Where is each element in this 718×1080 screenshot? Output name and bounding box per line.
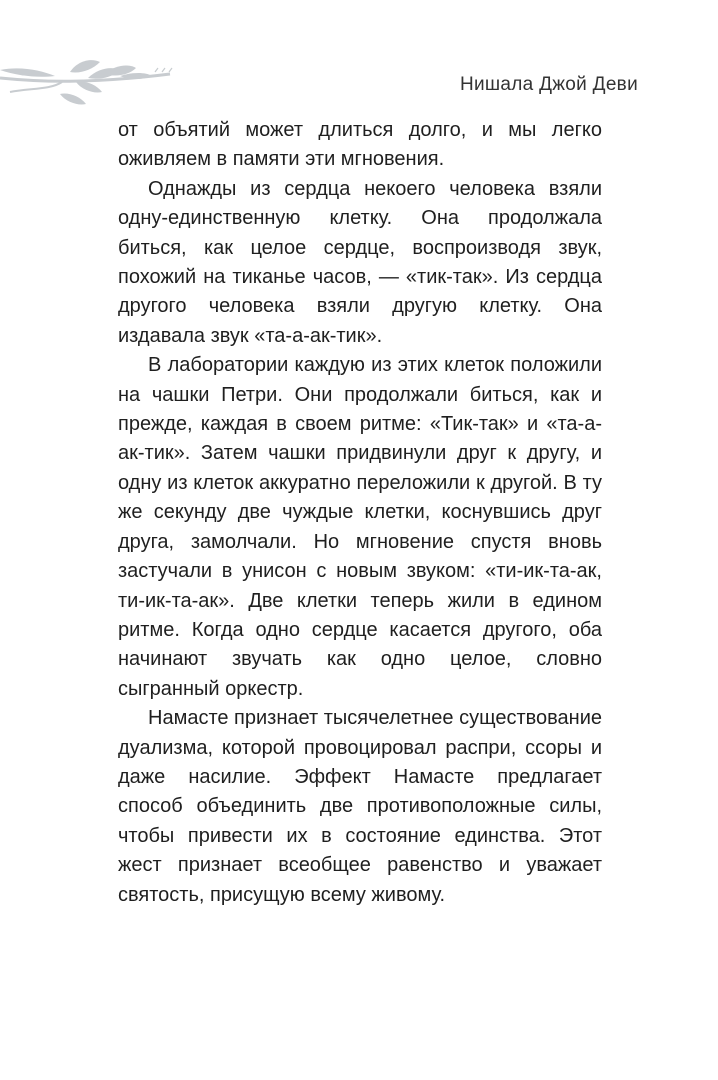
paragraph-continued: от объятий может длиться долго, и мы легко оживляем в памяти эти мгновения. [118, 119, 602, 171]
page-header [0, 52, 718, 112]
paragraph: Намасте признает тысячелетнее существование дуализма, которой провоцировал распри, ссоры и даже насилие. Эффект Намасте предлагает способ объединить две противоположные силы, чтобы привести их в состояние единства. Этот жест признает всеобщее равенство и уважает святость, присущую всему живому. [118, 707, 602, 906]
running-head-title: Нишала Джой Деви [459, 74, 638, 95]
paragraph: Однажды из сердца некоего человека взяли одну-единственную клетку. Она продолжала биться, как целое сердце, воспроизводя звук, похожий на тиканье часов, — «тик-так». Из сердца другого человека взяли другую клетку. Она издавала звук «та-а-ак-тик». [118, 177, 602, 347]
page-body [118, 116, 602, 910]
leaf-branch-icon [0, 52, 200, 108]
paragraph: В лаборатории каждую из этих клеток положили на чашки Петри. Они продолжали биться, как и прежде, каждая в своем ритме: «Тик-так» и «та-а-ак-тик». Затем чашки придвинули друг к другу, и одну из клеток аккуратно переложили к другой. В ту же секунду две чуждые клетки, коснувшись друг друга, замолчали. Но мгновение спустя вновь застучали в унисон с новым звуком: «ти-ик-та-ак, ти-ик-та-ак». Две клетки теперь жили в едином ритме. Когда одно сердце касается другого, оба начинают звучать как одно целое, словно сыгранный оркестр. [118, 354, 602, 700]
